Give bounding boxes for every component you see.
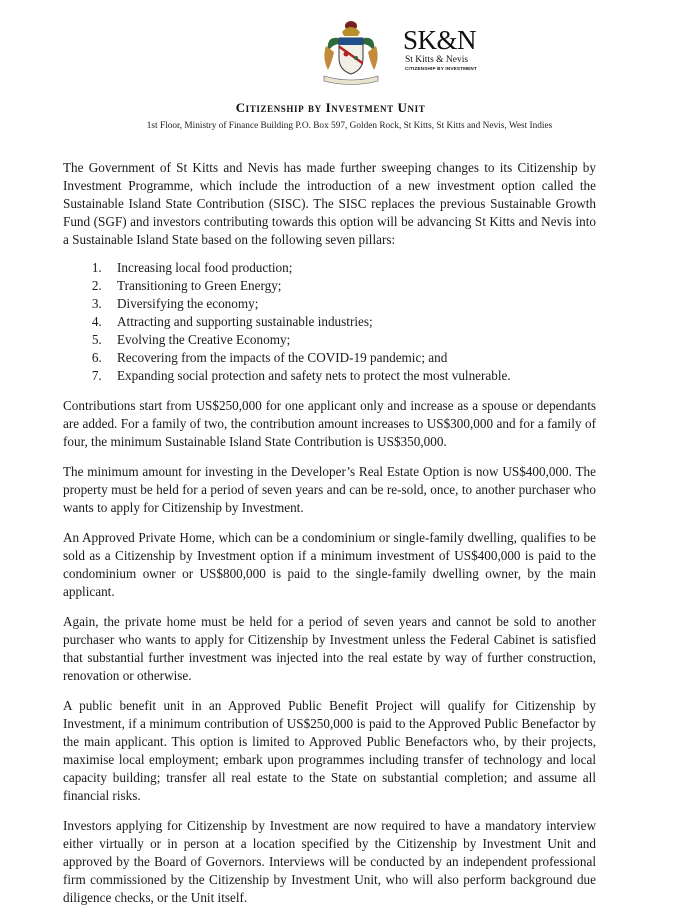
list-item: 4. Attracting and supporting sustainable industries;: [105, 313, 596, 331]
logo-mark: SK&N: [403, 25, 477, 55]
coat-of-arms-icon: [318, 18, 384, 86]
real-estate-paragraph: The minimum amount for investing in the Developer’s Real Estate Option is now US$400,000. The property must be held for a period of seven years and can be re-sold, once, to another purchaser who wants to apply for Citizenship by Investment.: [63, 464, 596, 515]
list-item: 1. Increasing local food production;: [105, 259, 596, 277]
list-item: 2. Transitioning to Green Energy;: [105, 277, 596, 295]
public-benefit-paragraph: A public benefit unit in an Approved Public Benefit Project will qualify for Citizenship by Investment, if a minimum contribution of US$250,000 is paid to the Approved Public Benefactor by the main applicant. This option is limited to Approved Public Benefactors who, by their projects, maximise local employment; embark upon programmes including transfer of technology and local capacity building; transfer all real estate to the State on substantial completion; and assume all financial risks.: [63, 698, 596, 803]
list-item: 5. Evolving the Creative Economy;: [105, 331, 596, 349]
holding-period-paragraph: Again, the private home must be held for a period of seven years and cannot be sold to another purchaser who wants to apply for Citizenship by Investment unless the Federal Cabinet is satisfied that substantial further investment was injected into the real estate by way of further construction, renovation or otherwise.: [63, 614, 596, 683]
list-item: 3. Diversifying the economy;: [105, 295, 596, 313]
pillars-list: [63, 259, 596, 385]
private-home-paragraph: An Approved Private Home, which can be a condominium or single-family dwelling, qualifies to be sold as a Citizenship by Investment option if a minimum investment of US$400,000 is paid to the condominium owner or US$800,000 is paid to the single-family dwelling owner, by the main applicant.: [63, 530, 596, 599]
unit-address: 1st Floor, Ministry of Finance Building P.O. Box 597, Golden Rock, St Kitts, St Kitts and Nevis, West Indies: [146, 121, 553, 131]
logo-line-1: St Kitts & Nevis: [405, 55, 469, 65]
letterhead: [63, 0, 596, 92]
intro-paragraph: The Government of St Kitts and Nevis has made further sweeping changes to its Citizenship by Investment Programme, which include the introduction of a new investment option called the Sustainable Island State Contribution (SISC). The SISC replaces the previous Sustainable Growth Fund (SGF) and investors contributing towards this option will be advancing St Kitts and Nevis into a Sustainable Island State based on the following seven pillars:: [63, 160, 596, 247]
list-item: 7. Expanding social protection and safety nets to protect the most vulnerable.: [105, 367, 596, 385]
logo-line-2: CITIZENSHIP BY INVESTMENT: [405, 66, 477, 71]
unit-title: Citizenship by Investment Unit: [235, 100, 426, 115]
list-item: 6. Recovering from the impacts of the COVID-19 pandemic; and: [105, 349, 596, 367]
sknlogo: [403, 26, 493, 82]
document-body: [63, 159, 596, 907]
contribution-paragraph: Contributions start from US$250,000 for one applicant only and increase as a spouse or dependants are added. For a family of two, the contribution amount increases to US$300,000 and for a family of four, the minimum Sustainable Island State Contribution is US$350,000.: [63, 398, 596, 449]
interview-paragraph: Investors applying for Citizenship by Investment are now required to have a mandatory interview either virtually or in person at a location specified by the Citizenship by Investment Unit and approved by the Board of Governors. Interviews will be conducted by an independent professional firm commissioned by the Citizenship by Investment Unit, who will also perform background due diligence checks, or the Unit itself.: [63, 818, 596, 905]
